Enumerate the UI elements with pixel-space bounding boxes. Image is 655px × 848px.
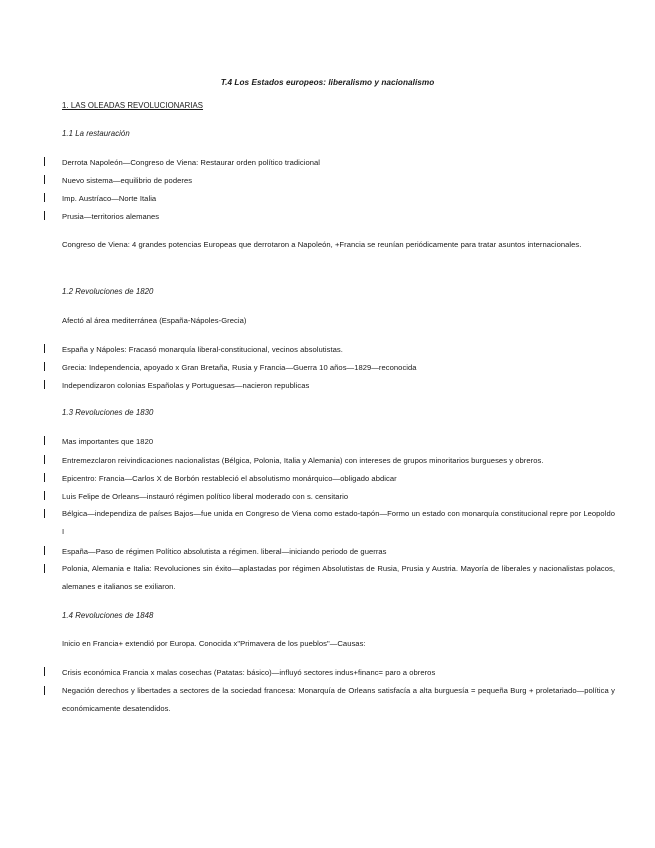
bullet-item: Negación derechos y libertades a sectores de la sociedad francesa: Monarquía de Orleans satisfacía a alta burguesía = pequeña Burg + proletariado—política y económicamente desatendidos.: [62, 686, 615, 713]
bullet-marker: [44, 455, 45, 464]
bullet-marker: [44, 344, 45, 353]
bullet-marker: [44, 436, 45, 445]
bullet-item: España—Paso de régimen Político absolutista a régimen. liberal—iniciando periodo de guerras: [62, 547, 387, 556]
section-heading: 1. LAS OLEADAS REVOLUCIONARIAS: [62, 101, 204, 110]
bullet-marker: [44, 546, 45, 555]
bullet-marker: [44, 380, 45, 389]
bullet-item: Polonia, Alemania e Italia: Revoluciones sin éxito—aplastadas por régimen Absolutistas de Rusia, Prusia y Austria. Mayoría de liberales y nacionalistas polacos, alemanes e italianos se exiliaron.: [62, 564, 615, 591]
paragraph: Afectó al área mediterránea (España-Nápoles-Grecia): [62, 316, 247, 325]
bullet-item: Nuevo sistema—equilibrio de poderes: [62, 176, 193, 185]
subsection-heading-1-2: 1.2 Revoluciones de 1820: [62, 287, 154, 296]
subsection-heading-1-3: 1.3 Revoluciones de 1830: [62, 408, 154, 417]
bullet-item: Derrota Napoleón—Congreso de Viena: Restaurar orden político tradicional: [62, 158, 320, 167]
bullet-marker: [44, 193, 45, 202]
paragraph: Congreso de Viena: 4 grandes potencias Europeas que derrotaron a Napoleón, +Francia se reunían periódicamente para tratar asuntos internacionales.: [62, 240, 582, 249]
bullet-item: Epicentro: Francia—Carlos X de Borbón restableció el absolutismo monárquico—obligado abdicar: [62, 474, 397, 483]
bullet-marker: [44, 362, 45, 371]
bullet-item: Mas importantes que 1820: [62, 437, 154, 446]
bullet-marker: [44, 211, 45, 220]
bullet-marker: [44, 509, 45, 518]
bullet-item: Independizaron colonias Españolas y Portuguesas—nacieron republicas: [62, 381, 310, 390]
bullet-item: Entremezclaron reivindicaciones nacionalistas (Bélgica, Polonia, Italia y Alemania) con intereses de grupos minoritarios burgueses y obreros.: [62, 456, 544, 465]
bullet-item: Bélgica—independiza de países Bajos—fue unida en Congreso de Viena como estado-tapón—Formo un estado con monarquía constitucional repre por Leopoldo I: [62, 509, 615, 536]
document-title: T.4 Los Estados europeos: liberalismo y nacionalismo: [220, 78, 435, 87]
bullet-item: Prusia—territorios alemanes: [62, 212, 160, 221]
bullet-item: Grecia: Independencia, apoyado x Gran Bretaña, Rusia y Francia—Guerra 10 años—1829—reconocida: [62, 363, 417, 372]
bullet-marker: [44, 175, 45, 184]
bullet-item: Imp. Austríaco—Norte Italia: [62, 194, 157, 203]
bullet-marker: [44, 564, 45, 573]
bullet-marker: [44, 667, 45, 676]
bullet-marker: [44, 157, 45, 166]
bullet-item: Luis Felipe de Orleans—instauró régimen político liberal moderado con s. censitario: [62, 492, 349, 501]
bullet-item: Crisis económica Francia x malas cosechas (Patatas: básico)—influyó sectores indus+financ= paro a obreros: [62, 668, 436, 677]
subsection-heading-1-4: 1.4 Revoluciones de 1848: [62, 611, 154, 620]
paragraph: Inicio en Francia+ extendió por Europa. Conocida x"Primavera de los pueblos"—Causas:: [62, 639, 366, 648]
subsection-heading-1-1: 1.1 La restauración: [62, 129, 130, 138]
bullet-marker: [44, 491, 45, 500]
bullet-item: España y Nápoles: Fracasó monarquía liberal-constitucional, vecinos absolutistas.: [62, 345, 343, 354]
bullet-marker: [44, 473, 45, 482]
bullet-marker: [44, 686, 45, 695]
